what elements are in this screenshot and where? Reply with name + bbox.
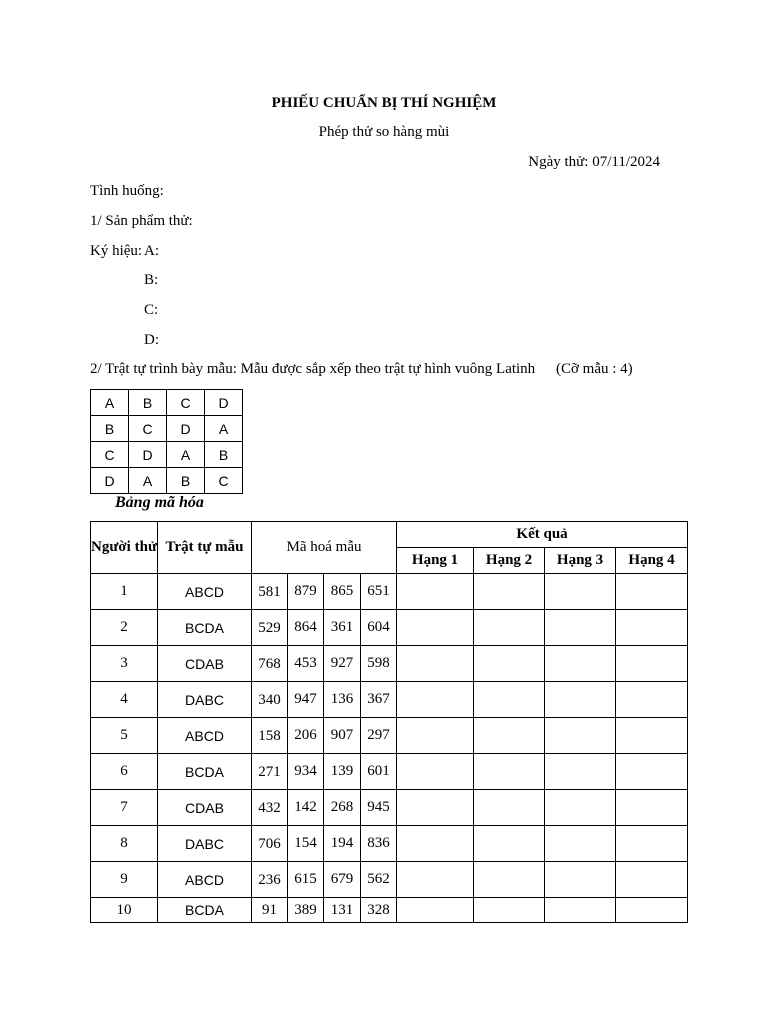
- rank-cell: [616, 646, 688, 682]
- header-rank-2: Hạng 2: [474, 548, 545, 574]
- sample-code: 236: [252, 862, 288, 898]
- rank-cell: [397, 754, 474, 790]
- table-row: [91, 682, 688, 718]
- page-title: PHIẾU CHUẨN BỊ THÍ NGHIỆM: [271, 95, 497, 111]
- latin-square-cell: D: [91, 468, 129, 494]
- latin-square-cell: B: [205, 442, 243, 468]
- sample-code: 154: [288, 826, 324, 862]
- sample-code: 367: [361, 682, 397, 718]
- sample-code: 529: [252, 610, 288, 646]
- table-row: [91, 610, 688, 646]
- sample-code: 581: [252, 574, 288, 610]
- page-subtitle: Phép thử so hàng mùi: [318, 124, 450, 140]
- rank-cell: [545, 646, 616, 682]
- latin-square-cell: C: [91, 442, 129, 468]
- latin-square-cell: C: [129, 416, 167, 442]
- latin-square-cell: B: [91, 416, 129, 442]
- rank-cell: [616, 826, 688, 862]
- test-date: Ngày thử: 07/11/2024: [528, 154, 660, 170]
- panelist-id: 8: [91, 826, 158, 862]
- latin-square-cell: A: [129, 468, 167, 494]
- sample-code: 131: [324, 898, 361, 923]
- sample-code: 271: [252, 754, 288, 790]
- rank-cell: [545, 754, 616, 790]
- rank-cell: [397, 682, 474, 718]
- sample-code: 328: [361, 898, 397, 923]
- rank-cell: [616, 610, 688, 646]
- symbol-a: A:: [144, 243, 159, 259]
- sample-code: 206: [288, 718, 324, 754]
- table-row: [91, 862, 688, 898]
- sample-code: 651: [361, 574, 397, 610]
- rank-cell: [474, 862, 545, 898]
- sample-code: 865: [324, 574, 361, 610]
- order-heading: 2/ Trật tự trình bày mẫu: Mẫu được sắp xếp theo trật tự hình vuông Latinh: [90, 361, 536, 377]
- latin-square-row: [91, 390, 243, 416]
- panelist-id: 10: [91, 898, 158, 923]
- sample-order: BCDA: [158, 610, 252, 646]
- panelist-id: 1: [91, 574, 158, 610]
- sample-order: DABC: [158, 826, 252, 862]
- sample-code: 768: [252, 646, 288, 682]
- table-row: [91, 898, 688, 923]
- sample-code: 947: [288, 682, 324, 718]
- panelist-id: 7: [91, 790, 158, 826]
- latin-square-row: [91, 468, 243, 494]
- rank-cell: [616, 790, 688, 826]
- table-row: [91, 574, 688, 610]
- latin-square-cell: D: [205, 390, 243, 416]
- sample-code: 340: [252, 682, 288, 718]
- sample-code: 297: [361, 718, 397, 754]
- header-order: Trật tự mẫu: [158, 522, 252, 574]
- coding-table-caption: Bảng mã hóa: [115, 494, 204, 511]
- rank-cell: [616, 754, 688, 790]
- rank-cell: [474, 718, 545, 754]
- rank-cell: [397, 862, 474, 898]
- sample-code: 432: [252, 790, 288, 826]
- rank-cell: [616, 718, 688, 754]
- sample-order: ABCD: [158, 718, 252, 754]
- latin-square-cell: C: [205, 468, 243, 494]
- latin-square-cell: A: [91, 390, 129, 416]
- sample-code: 142: [288, 790, 324, 826]
- symbol-label: Ký hiệu:: [90, 243, 143, 259]
- rank-cell: [474, 646, 545, 682]
- sample-code: 604: [361, 610, 397, 646]
- sample-code: 706: [252, 826, 288, 862]
- header-codes: Mã hoá mẫu: [252, 522, 397, 574]
- rank-cell: [474, 898, 545, 923]
- rank-cell: [545, 898, 616, 923]
- sample-code: 601: [361, 754, 397, 790]
- panelist-id: 6: [91, 754, 158, 790]
- latin-square-cell: B: [167, 468, 205, 494]
- sample-code: 615: [288, 862, 324, 898]
- latin-square-cell: D: [129, 442, 167, 468]
- sample-code: 836: [361, 826, 397, 862]
- rank-cell: [397, 646, 474, 682]
- panelist-id: 5: [91, 718, 158, 754]
- rank-cell: [616, 898, 688, 923]
- sample-order: ABCD: [158, 574, 252, 610]
- rank-cell: [397, 826, 474, 862]
- table-row: [91, 754, 688, 790]
- header-rank-3: Hạng 3: [545, 548, 616, 574]
- rank-cell: [545, 574, 616, 610]
- rank-cell: [397, 790, 474, 826]
- latin-square: [90, 389, 243, 494]
- sample-code: 562: [361, 862, 397, 898]
- symbol-d: D:: [144, 332, 159, 348]
- sample-order: DABC: [158, 682, 252, 718]
- sample-code: 389: [288, 898, 324, 923]
- sample-code: 91: [252, 898, 288, 923]
- sample-code: 158: [252, 718, 288, 754]
- sample-order: CDAB: [158, 790, 252, 826]
- rank-cell: [397, 718, 474, 754]
- panelist-id: 3: [91, 646, 158, 682]
- rank-cell: [545, 790, 616, 826]
- sample-code: 864: [288, 610, 324, 646]
- sample-code: 453: [288, 646, 324, 682]
- sample-code: 879: [288, 574, 324, 610]
- rank-cell: [397, 574, 474, 610]
- sample-code: 934: [288, 754, 324, 790]
- sample-code: 194: [324, 826, 361, 862]
- header-panelist: Người thử: [91, 522, 158, 574]
- panelist-id: 4: [91, 682, 158, 718]
- rank-cell: [474, 826, 545, 862]
- sample-code: 679: [324, 862, 361, 898]
- sample-code: 268: [324, 790, 361, 826]
- rank-cell: [545, 718, 616, 754]
- rank-cell: [545, 862, 616, 898]
- header-rank-1: Hạng 1: [397, 548, 474, 574]
- rank-cell: [474, 574, 545, 610]
- rank-cell: [545, 682, 616, 718]
- sample-size: (Cỡ mẫu : 4): [556, 361, 633, 377]
- sample-order: BCDA: [158, 898, 252, 923]
- products-heading: 1/ Sản phẩm thử:: [90, 213, 193, 229]
- rank-cell: [545, 610, 616, 646]
- latin-square-row: [91, 442, 243, 468]
- rank-cell: [474, 682, 545, 718]
- sample-order: CDAB: [158, 646, 252, 682]
- latin-square-cell: B: [129, 390, 167, 416]
- sample-order: BCDA: [158, 754, 252, 790]
- table-row: [91, 718, 688, 754]
- panelist-id: 9: [91, 862, 158, 898]
- sample-code: 136: [324, 682, 361, 718]
- rank-cell: [545, 826, 616, 862]
- rank-cell: [616, 574, 688, 610]
- sample-order: ABCD: [158, 862, 252, 898]
- rank-cell: [474, 790, 545, 826]
- rank-cell: [616, 862, 688, 898]
- latin-square-row: [91, 416, 243, 442]
- latin-square-cell: D: [167, 416, 205, 442]
- table-row: [91, 646, 688, 682]
- sample-code: 945: [361, 790, 397, 826]
- symbol-b: B:: [144, 272, 159, 288]
- sample-code: 907: [324, 718, 361, 754]
- table-row: [91, 826, 688, 862]
- rank-cell: [397, 610, 474, 646]
- symbol-c: C:: [144, 302, 159, 318]
- panelist-id: 2: [91, 610, 158, 646]
- sample-code: 361: [324, 610, 361, 646]
- latin-square-cell: C: [167, 390, 205, 416]
- sample-code: 927: [324, 646, 361, 682]
- rank-cell: [474, 754, 545, 790]
- header-rank-4: Hạng 4: [616, 548, 688, 574]
- sample-code: 139: [324, 754, 361, 790]
- situation-label: Tình huống:: [90, 183, 164, 199]
- sample-code: 598: [361, 646, 397, 682]
- latin-square-cell: A: [205, 416, 243, 442]
- rank-cell: [616, 682, 688, 718]
- table-row: [91, 790, 688, 826]
- rank-cell: [397, 898, 474, 923]
- coding-table: [90, 521, 688, 923]
- latin-square-cell: A: [167, 442, 205, 468]
- header-result: Kết quả: [397, 522, 688, 548]
- rank-cell: [474, 610, 545, 646]
